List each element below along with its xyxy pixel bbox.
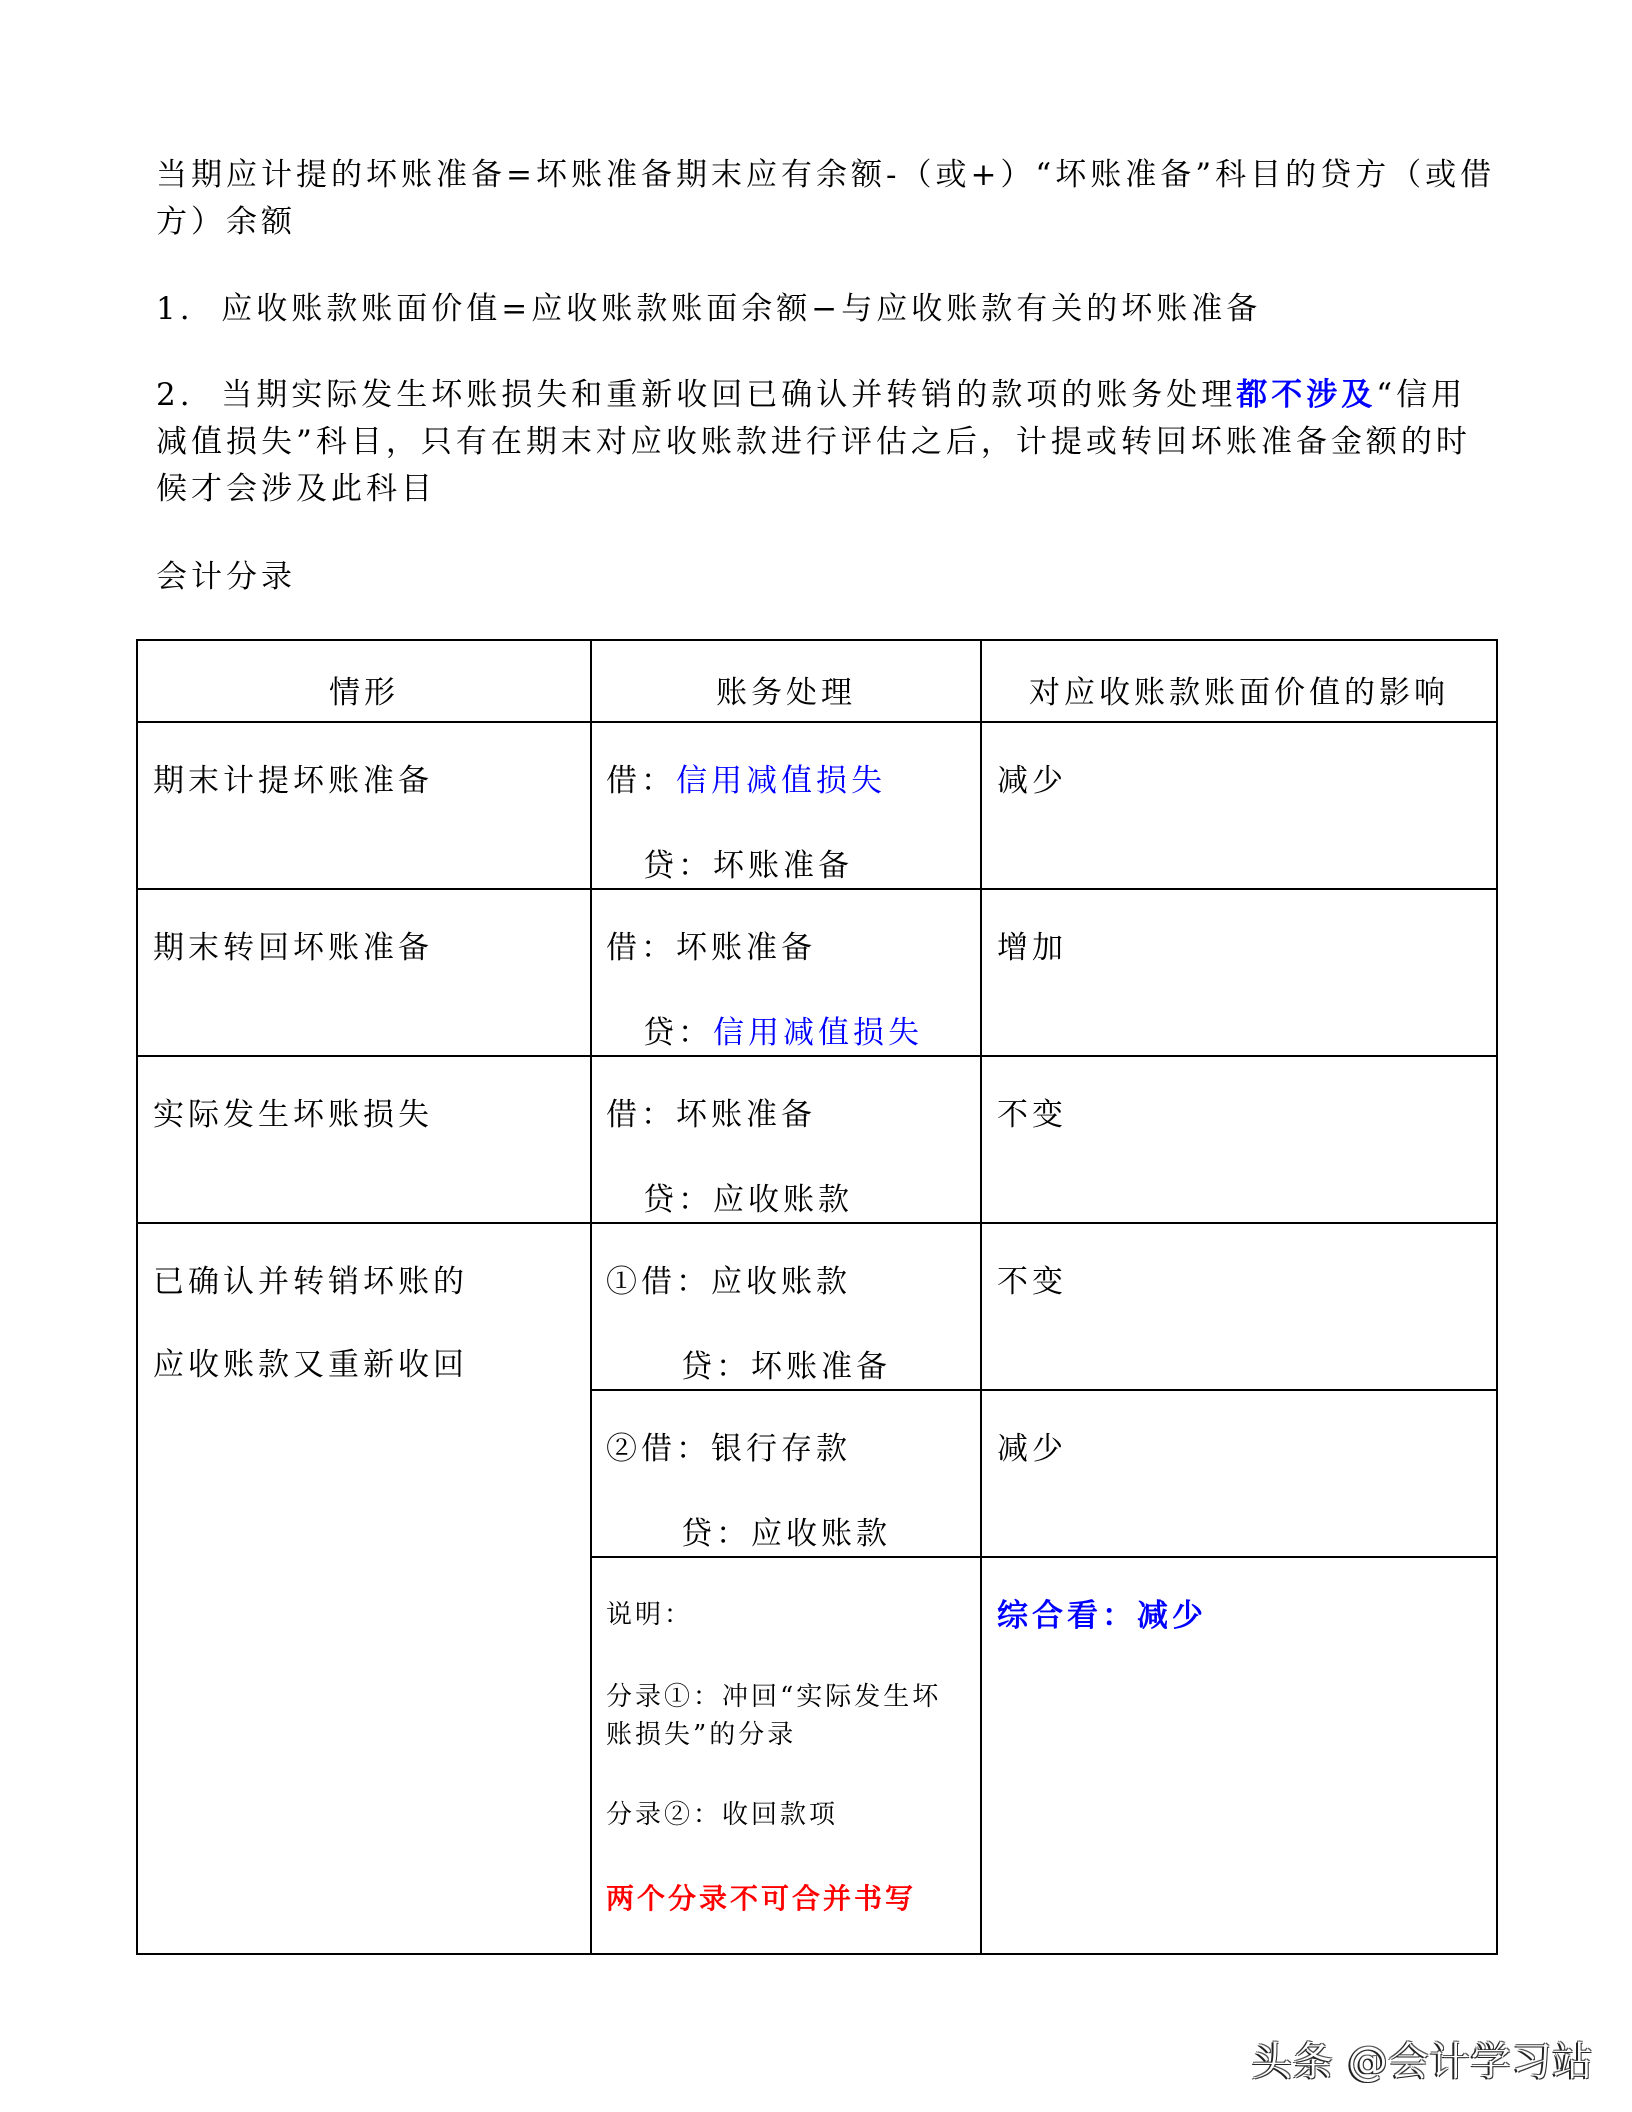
overall-effect: 综合看：减少 (997, 1598, 1207, 1634)
treatment-cell (591, 889, 981, 1056)
header-treatment: 账务处理 (591, 640, 981, 722)
credit-line: 贷：信用减值损失 (643, 1015, 923, 1051)
table-row (137, 1223, 1497, 1390)
debit-line: ②借：银行存款 (606, 1431, 851, 1467)
treatment-cell (591, 1390, 981, 1557)
effect-cell: 不变 (981, 1056, 1497, 1223)
debit-line: ①借：应收账款 (606, 1264, 851, 1300)
scenario-cell: 实际发生坏账损失 (137, 1056, 591, 1223)
credit-line: 贷：坏账准备 (681, 1349, 891, 1385)
scenario-cell-recovery: 已确认并转销坏账的 应收账款又重新收回 (137, 1223, 591, 1954)
credit-line: 贷：坏账准备 (643, 848, 853, 884)
list-item-1 (156, 286, 1501, 333)
list-item-2 (156, 372, 1501, 513)
list-number: 1. (156, 291, 194, 327)
effect-cell: 减少 (981, 1390, 1497, 1557)
effect-cell (981, 1557, 1497, 1954)
debit-line: 借：坏账准备 (606, 930, 816, 966)
section-heading: 会计分录 (156, 559, 296, 595)
treatment-cell (591, 1056, 981, 1223)
source-watermark: 头条 @会计学习站 (1252, 2039, 1594, 2085)
effect-cell: 增加 (981, 889, 1497, 1056)
header-effect: 对应收账款账面价值的影响 (981, 640, 1497, 722)
treatment-cell (591, 722, 981, 889)
debit-line: 借：信用减值损失 (606, 763, 886, 799)
list-text: 应收账款账面价值=应收账款账面余额−与应收账款有关的坏账准备 (221, 291, 1262, 327)
debit-line: 借：坏账准备 (606, 1097, 816, 1133)
bad-debt-formula: 当期应计提的坏账准备=坏账准备期末应有余额-（或+）“坏账准备”科目的贷方（或借方）余额 (156, 157, 1496, 240)
highlight-text: 都不涉及 (1236, 377, 1377, 413)
note-title: 说明： (606, 1600, 694, 1630)
credit-line: 贷：应收账款 (643, 1182, 853, 1218)
treatment-cell (591, 1223, 981, 1390)
note-line-1: 分录①：冲回“实际发生坏账损失”的分录 (606, 1682, 942, 1750)
credit-line: 贷：应收账款 (681, 1516, 891, 1552)
effect-cell: 不变 (981, 1223, 1497, 1390)
table-row (137, 889, 1497, 1056)
scenario-cell: 期末计提坏账准备 (137, 722, 591, 889)
list-text: 当期实际发生坏账损失和重新收回已确认并转销的款项的账务处理 (221, 377, 1237, 413)
list-number: 2. (156, 377, 194, 413)
note-line-2: 分录②：收回款项 (606, 1800, 839, 1830)
effect-cell: 减少 (981, 722, 1497, 889)
header-scenario: 情形 (137, 640, 591, 722)
journal-entries-table (136, 639, 1498, 1955)
scenario-cell: 期末转回坏账准备 (137, 889, 591, 1056)
table-row (137, 722, 1497, 889)
table-header-row (137, 640, 1497, 722)
note-warning: 两个分录不可合并书写 (606, 1882, 917, 1915)
table-row (137, 1056, 1497, 1223)
note-cell (591, 1557, 981, 1954)
list-text-continued: “信用减值损失”科目，只有在期末对应收账款进行评估之后，计提或转回坏账准备金额的时候才会涉及此科目 (156, 377, 1471, 507)
